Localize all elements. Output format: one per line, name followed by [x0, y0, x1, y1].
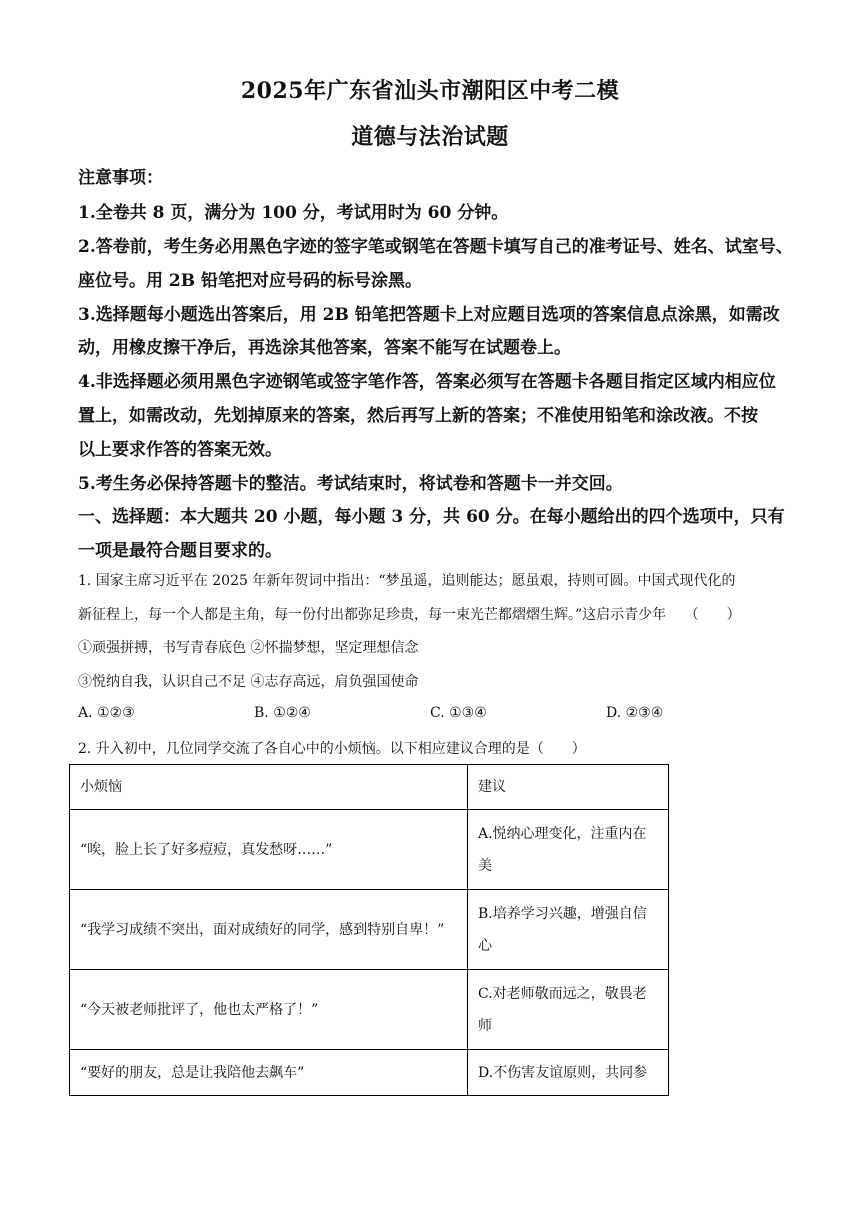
table-row [70, 890, 669, 970]
notice-item: 3.选择题每小题选出答案后，用 2B 铅笔把答题卡上对应题目选项的答案信息点涂黑，如需改 [78, 305, 780, 325]
notice-item: 1.全卷共 8 页，满分为 100 分，考试用时为 60 分钟。 [78, 203, 509, 223]
table-header-row [70, 765, 669, 810]
table-row [70, 1050, 669, 1096]
exam-title: 2025年广东省汕头市潮阳区中考二模 [240, 78, 620, 104]
table-cell-advice: A.悦纳心理变化，注重内在美 [468, 810, 669, 890]
notice-item: 5.考生务必保持答题卡的整洁。考试结束时，将试卷和答题卡一并交回。 [78, 474, 623, 494]
q2-table [69, 764, 669, 1096]
table-row [70, 970, 669, 1050]
section-heading-cont: 一项是最符合题目要求的。 [78, 541, 282, 561]
notice-item: 4.非选择题必须用黑色字迹钢笔或签字笔作答，答案必须写在答题卡各题目指定区域内相应位 [78, 372, 776, 392]
q1-item-row-1: ①顽强拼搏，书写青春底色 ②怀揣梦想，坚定理想信念 [78, 640, 419, 656]
q1-item-row-2: ③悦纳自我，认识自己不足 ④志存高远，肩负强国使命 [78, 674, 419, 690]
q1-option-a: A. ①②③ [78, 705, 135, 721]
q1-option-c: C. ①③④ [430, 705, 487, 721]
notice-item: 以上要求作答的答案无效。 [78, 440, 282, 460]
table-header-cell: 小烦恼 [70, 765, 468, 810]
table-cell-worry: “唉，脸上长了好多痘痘，真发愁呀……” [70, 810, 468, 890]
table-cell-worry: “要好的朋友，总是让我陪他去飙车” [70, 1050, 468, 1096]
q1-option-b: B. ①②④ [254, 705, 311, 721]
exam-subtitle: 道德与法治试题 [351, 124, 509, 150]
q1-stem-text: 新征程上，每一个人都是主角，每一份付出都弥足珍贵，每一束光芒都熠熠生辉。”这启示青少年 [78, 607, 667, 623]
q1-stem-cont [78, 604, 788, 624]
section-heading: 一、选择题：本大题共 20 小题，每小题 3 分，共 60 分。在每小题给出的四个选项中，只有 [78, 507, 785, 527]
q1-answer-paren: （ ） [684, 607, 741, 623]
notice-item: 座位号。用 2B 铅笔把对应号码的标号涂黑。 [78, 271, 423, 291]
notice-item: 置上，如需改动，先划掉原来的答案，然后再写上新的答案；不准使用铅笔和涂改液。不按 [78, 406, 758, 426]
table-cell-advice: C.对老师敬而远之，敬畏老师 [468, 970, 669, 1050]
table-cell-advice: D.不伤害友谊原则，共同参 [468, 1050, 669, 1096]
q1-stem: 1. 国家主席习近平在 2025 年新年贺词中指出：“梦虽遥，追则能达；愿虽艰，持则可圆。中国式现代化的 [78, 573, 736, 589]
table-cell-worry: “今天被老师批评了，他也太严格了！” [70, 970, 468, 1050]
notice-item: 动，用橡皮擦干净后，再选涂其他答案，答案不能写在试题卷上。 [78, 338, 571, 358]
table-cell-worry: “我学习成绩不突出，面对成绩好的同学，感到特别自卑！” [70, 890, 468, 970]
q2-stem: 2. 升入初中，几位同学交流了各自心中的小烦恼。以下相应建议合理的是（ ） [78, 741, 586, 757]
table-header-cell: 建议 [468, 765, 669, 810]
notice-heading: 注意事项： [78, 168, 163, 188]
table-cell-advice: B.培养学习兴趣，增强自信心 [468, 890, 669, 970]
q1-option-d: D. ②③④ [606, 705, 664, 721]
table-row [70, 810, 669, 890]
notice-item: 2.答卷前，考生务必用黑色字迹的签字笔或钢笔在答题卡填写自己的准考证号、姓名、试室号、 [78, 237, 793, 257]
